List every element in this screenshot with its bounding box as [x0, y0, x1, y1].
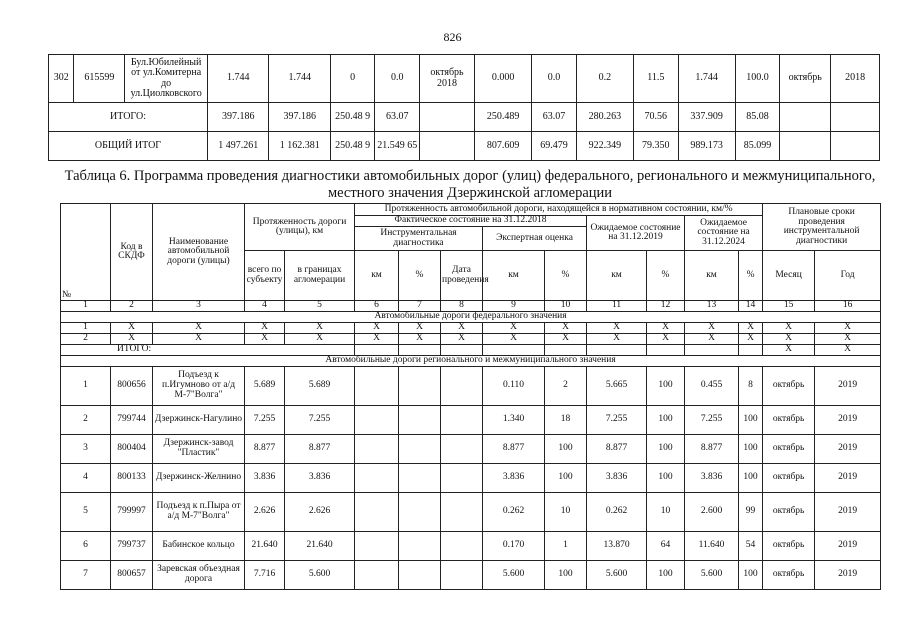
cell: 4	[61, 464, 111, 493]
cell: 63.07	[532, 103, 577, 132]
cell: X	[685, 323, 739, 334]
cell: 8.877	[587, 435, 647, 464]
column-number: 8	[441, 301, 483, 312]
column-number: 4	[245, 301, 285, 312]
cell: ИТОГО:	[49, 103, 208, 132]
header-pct: %	[647, 251, 685, 301]
cell: 0.0	[375, 55, 420, 103]
cell: 1.340	[483, 406, 545, 435]
cell: Дзержинск-Нагулино	[153, 406, 245, 435]
cell: 13.870	[587, 532, 647, 561]
cell: 100	[647, 367, 685, 406]
cell: 800133	[111, 464, 153, 493]
column-number: 3	[153, 301, 245, 312]
cell	[587, 345, 647, 356]
cell: 1 162.381	[269, 132, 330, 161]
cell: 2	[61, 334, 111, 345]
cell: 100	[739, 406, 763, 435]
cell: 2019	[815, 532, 881, 561]
table-row	[61, 493, 881, 532]
cell: 100	[647, 435, 685, 464]
cell: 7.255	[285, 406, 355, 435]
cell: X	[483, 323, 545, 334]
cell	[355, 435, 399, 464]
cell	[419, 103, 474, 132]
header-name: Наименование автомобильной дороги (улицы)	[153, 204, 245, 301]
cell	[355, 345, 399, 356]
header-pct: %	[545, 251, 587, 301]
cell: 7.255	[587, 406, 647, 435]
cell: 11.640	[685, 532, 739, 561]
cell: X	[399, 334, 441, 345]
column-number: 2	[111, 301, 153, 312]
cell: 3	[61, 435, 111, 464]
cell	[441, 406, 483, 435]
cell	[355, 532, 399, 561]
header-instrumental: Инструментальная диагностика	[355, 227, 483, 251]
table-title: Таблица 6. Программа проведения диагностики автомобильных дорог (улиц) федерального, регионального и межмуниципального, местного значения Дзержинской агломерации	[64, 168, 876, 201]
cell: 8	[739, 367, 763, 406]
cell: 250.489	[475, 103, 532, 132]
cell: 1.744	[207, 55, 268, 103]
cell: 100	[739, 464, 763, 493]
header-km: км	[685, 251, 739, 301]
header-km: км	[587, 251, 647, 301]
cell: 85.099	[735, 132, 780, 161]
cell: 100	[647, 406, 685, 435]
cell	[399, 435, 441, 464]
cell: X	[815, 323, 881, 334]
cell: 3.836	[245, 464, 285, 493]
cell	[441, 493, 483, 532]
cell: X	[483, 334, 545, 345]
cell: 85.08	[735, 103, 780, 132]
header-in-aggl: в границах агломерации	[285, 251, 355, 301]
cell: X	[153, 334, 245, 345]
cell: 397.186	[207, 103, 268, 132]
table-row	[61, 367, 881, 406]
cell: 800656	[111, 367, 153, 406]
cell: октябрь	[780, 55, 831, 103]
cell: октябрь	[763, 464, 815, 493]
cell: 337.909	[678, 103, 735, 132]
cell: 280.263	[576, 103, 633, 132]
cell: 250.48 9	[330, 132, 375, 161]
column-number: 15	[763, 301, 815, 312]
table-row	[61, 406, 881, 435]
cell	[399, 532, 441, 561]
header-code: Код в СКДФ	[111, 204, 153, 301]
header-actual: Фактическое состояние на 31.12.2018	[355, 216, 587, 227]
cell: 989.173	[678, 132, 735, 161]
header-normative: Протяженность автомобильной дороги, находящейся в нормативном состоянии, км/%	[355, 204, 763, 216]
cell: 100	[647, 561, 685, 590]
cell: 7.255	[245, 406, 285, 435]
cell	[739, 345, 763, 356]
cell: 799737	[111, 532, 153, 561]
cell: 302	[49, 55, 74, 103]
column-number: 7	[399, 301, 441, 312]
cell: X	[545, 334, 587, 345]
cell: X	[763, 334, 815, 345]
header-total-subj: всего по субъекту	[245, 251, 285, 301]
cell	[545, 345, 587, 356]
header-expert: Экспертная оценка	[483, 227, 587, 251]
cell: 5	[61, 493, 111, 532]
total-row	[49, 132, 880, 161]
cell: 0.0	[532, 55, 577, 103]
cell: 1 497.261	[207, 132, 268, 161]
cell	[441, 435, 483, 464]
cell	[831, 132, 880, 161]
diagnostics-table	[60, 203, 881, 590]
cell: 21.640	[245, 532, 285, 561]
cell: X	[647, 323, 685, 334]
cell: ОБЩИЙ ИТОГ	[49, 132, 208, 161]
cell: X	[245, 323, 285, 334]
cell: 800404	[111, 435, 153, 464]
cell: 2.600	[685, 493, 739, 532]
cell	[685, 345, 739, 356]
cell: 3.836	[587, 464, 647, 493]
header-pct: %	[739, 251, 763, 301]
cell: X	[355, 323, 399, 334]
cell: 3.836	[285, 464, 355, 493]
cell: 7.255	[685, 406, 739, 435]
cell	[441, 367, 483, 406]
cell: 8.877	[285, 435, 355, 464]
cell	[399, 493, 441, 532]
column-number: 1	[61, 301, 111, 312]
cell: октябрь	[763, 435, 815, 464]
cell: X	[441, 334, 483, 345]
header-month: Месяц	[763, 251, 815, 301]
cell: 800657	[111, 561, 153, 590]
cell: 5.600	[285, 561, 355, 590]
cell: 799997	[111, 493, 153, 532]
cell: 2018	[831, 55, 880, 103]
cell: 615599	[74, 55, 125, 103]
cell: 1	[61, 367, 111, 406]
cell: 69.479	[532, 132, 577, 161]
cell: 2019	[815, 464, 881, 493]
cell: X	[111, 323, 153, 334]
cell: 100	[739, 561, 763, 590]
cell	[419, 132, 474, 161]
cell	[355, 561, 399, 590]
cell: 2	[61, 406, 111, 435]
cell: 5.689	[285, 367, 355, 406]
cell: 100	[647, 464, 685, 493]
cell: 2019	[815, 493, 881, 532]
cell: 79.350	[634, 132, 679, 161]
cell	[441, 561, 483, 590]
cell: X	[399, 323, 441, 334]
cell: Дзержинск-завод "Пластик"	[153, 435, 245, 464]
cell: 1.744	[678, 55, 735, 103]
column-number: 12	[647, 301, 685, 312]
cell: 1	[61, 323, 111, 334]
cell: 1	[545, 532, 587, 561]
cell: 21.549 65	[375, 132, 420, 161]
header-diag-date: Дата проведения	[441, 251, 483, 301]
table-row	[61, 435, 881, 464]
cell: 7	[61, 561, 111, 590]
cell: X	[587, 323, 647, 334]
cell: 8.877	[483, 435, 545, 464]
header-planned: Плановые сроки проведения инструментальной диагностики	[763, 204, 881, 251]
header-km: км	[483, 251, 545, 301]
cell: 100	[545, 435, 587, 464]
cell: X	[441, 323, 483, 334]
cell	[647, 345, 685, 356]
cell: 0.170	[483, 532, 545, 561]
cell: 6	[61, 532, 111, 561]
cell: 0.455	[685, 367, 739, 406]
cell	[399, 345, 441, 356]
cell: 10	[545, 493, 587, 532]
header-km: км	[355, 251, 399, 301]
cell: 8.877	[685, 435, 739, 464]
cell: X	[587, 334, 647, 345]
cell: октябрь	[763, 532, 815, 561]
cell: 0	[330, 55, 375, 103]
section-regional	[61, 356, 881, 367]
header-pct: %	[399, 251, 441, 301]
cell: X	[685, 334, 739, 345]
cell: 5.689	[245, 367, 285, 406]
cell: X	[355, 334, 399, 345]
cell: 0.262	[483, 493, 545, 532]
itogo-row	[49, 103, 880, 132]
cell: 3.836	[483, 464, 545, 493]
cell: 0.262	[587, 493, 647, 532]
cell	[399, 464, 441, 493]
header-length: Протяженность дороги (улицы), км	[245, 204, 355, 251]
cell	[355, 367, 399, 406]
table-row	[61, 532, 881, 561]
cell	[399, 406, 441, 435]
cell: 1.744	[269, 55, 330, 103]
continuation-table	[48, 54, 880, 161]
column-number: 16	[815, 301, 881, 312]
cell: 2	[545, 367, 587, 406]
section-federal	[61, 312, 881, 323]
cell: 0.110	[483, 367, 545, 406]
cell: 0.2	[576, 55, 633, 103]
cell: 250.48 9	[330, 103, 375, 132]
cell: X	[285, 323, 355, 334]
cell	[831, 103, 880, 132]
cell: 799744	[111, 406, 153, 435]
table-row	[49, 55, 880, 103]
column-numbers-row	[61, 301, 881, 312]
cell	[441, 345, 483, 356]
cell: 2.626	[245, 493, 285, 532]
cell: 70.56	[634, 103, 679, 132]
cell: 100.0	[735, 55, 780, 103]
cell: 5.665	[587, 367, 647, 406]
column-number: 13	[685, 301, 739, 312]
cell	[780, 103, 831, 132]
cell: 5.600	[483, 561, 545, 590]
cell: 99	[739, 493, 763, 532]
cell: 2.626	[285, 493, 355, 532]
column-number: 9	[483, 301, 545, 312]
cell: X	[285, 334, 355, 345]
cell: X	[763, 345, 815, 356]
cell: октябрь	[763, 561, 815, 590]
cell	[399, 367, 441, 406]
cell: 100	[545, 464, 587, 493]
header-year: Год	[815, 251, 881, 301]
cell: Заревская объездная дорога	[153, 561, 245, 590]
cell: X	[763, 323, 815, 334]
cell: 5.600	[587, 561, 647, 590]
cell: 100	[545, 561, 587, 590]
cell: 11.5	[634, 55, 679, 103]
cell: 807.609	[475, 132, 532, 161]
cell: X	[739, 323, 763, 334]
cell: X	[153, 323, 245, 334]
cell: X	[815, 345, 881, 356]
cell	[780, 132, 831, 161]
cell: 2019	[815, 561, 881, 590]
cell: 2019	[815, 406, 881, 435]
column-number: 14	[739, 301, 763, 312]
cell	[355, 493, 399, 532]
cell: октябрь	[763, 493, 815, 532]
cell: 18	[545, 406, 587, 435]
cell: 63.07	[375, 103, 420, 132]
cell: 7.716	[245, 561, 285, 590]
cell: 397.186	[269, 103, 330, 132]
section-label: Автомобильные дороги федерального значения	[61, 312, 881, 323]
cell	[441, 532, 483, 561]
header-num: №	[61, 204, 111, 301]
cell: Дзержинск-Желнино	[153, 464, 245, 493]
cell: 2019	[815, 367, 881, 406]
table-row	[61, 464, 881, 493]
cell: 8.877	[245, 435, 285, 464]
cell: X	[815, 334, 881, 345]
table-row	[61, 561, 881, 590]
section-label: Автомобильные дороги регионального и межмуниципального значения	[61, 356, 881, 367]
itogo-label: ИТОГО:	[61, 345, 355, 356]
cell: 5.600	[685, 561, 739, 590]
cell	[399, 561, 441, 590]
cell: X	[545, 323, 587, 334]
cell: 922.349	[576, 132, 633, 161]
cell: X	[739, 334, 763, 345]
page-number: 826	[443, 30, 462, 44]
cell: 0.000	[475, 55, 532, 103]
cell: Подъезд к п.Игумново от а/д М-7"Волга"	[153, 367, 245, 406]
cell: Бабинское кольцо	[153, 532, 245, 561]
table-row	[61, 323, 881, 334]
column-number: 5	[285, 301, 355, 312]
table-row	[61, 334, 881, 345]
cell: 100	[739, 435, 763, 464]
cell: 64	[647, 532, 685, 561]
cell: X	[111, 334, 153, 345]
column-number: 6	[355, 301, 399, 312]
cell: X	[647, 334, 685, 345]
cell	[355, 406, 399, 435]
header-exp2024: Ожидаемое состояние на 31.12.2024	[685, 216, 763, 251]
cell: октябрь	[763, 367, 815, 406]
cell: Подъезд к п.Пыра от а/д М-7"Волга"	[153, 493, 245, 532]
cell	[483, 345, 545, 356]
cell: 2019	[815, 435, 881, 464]
cell: 21.640	[285, 532, 355, 561]
cell: 10	[647, 493, 685, 532]
cell: 54	[739, 532, 763, 561]
cell	[355, 464, 399, 493]
header-exp2019: Ожидаемое состояние на 31.12.2019	[587, 216, 685, 251]
cell: 3.836	[685, 464, 739, 493]
cell: октябрь	[763, 406, 815, 435]
column-number: 10	[545, 301, 587, 312]
federal-itogo-row	[61, 345, 881, 356]
column-number: 11	[587, 301, 647, 312]
cell: октябрь 2018	[419, 55, 474, 103]
cell: X	[245, 334, 285, 345]
cell	[441, 464, 483, 493]
cell: Бул.Юбилейный от ул.Комитерна до ул.Циолковского	[125, 55, 208, 103]
